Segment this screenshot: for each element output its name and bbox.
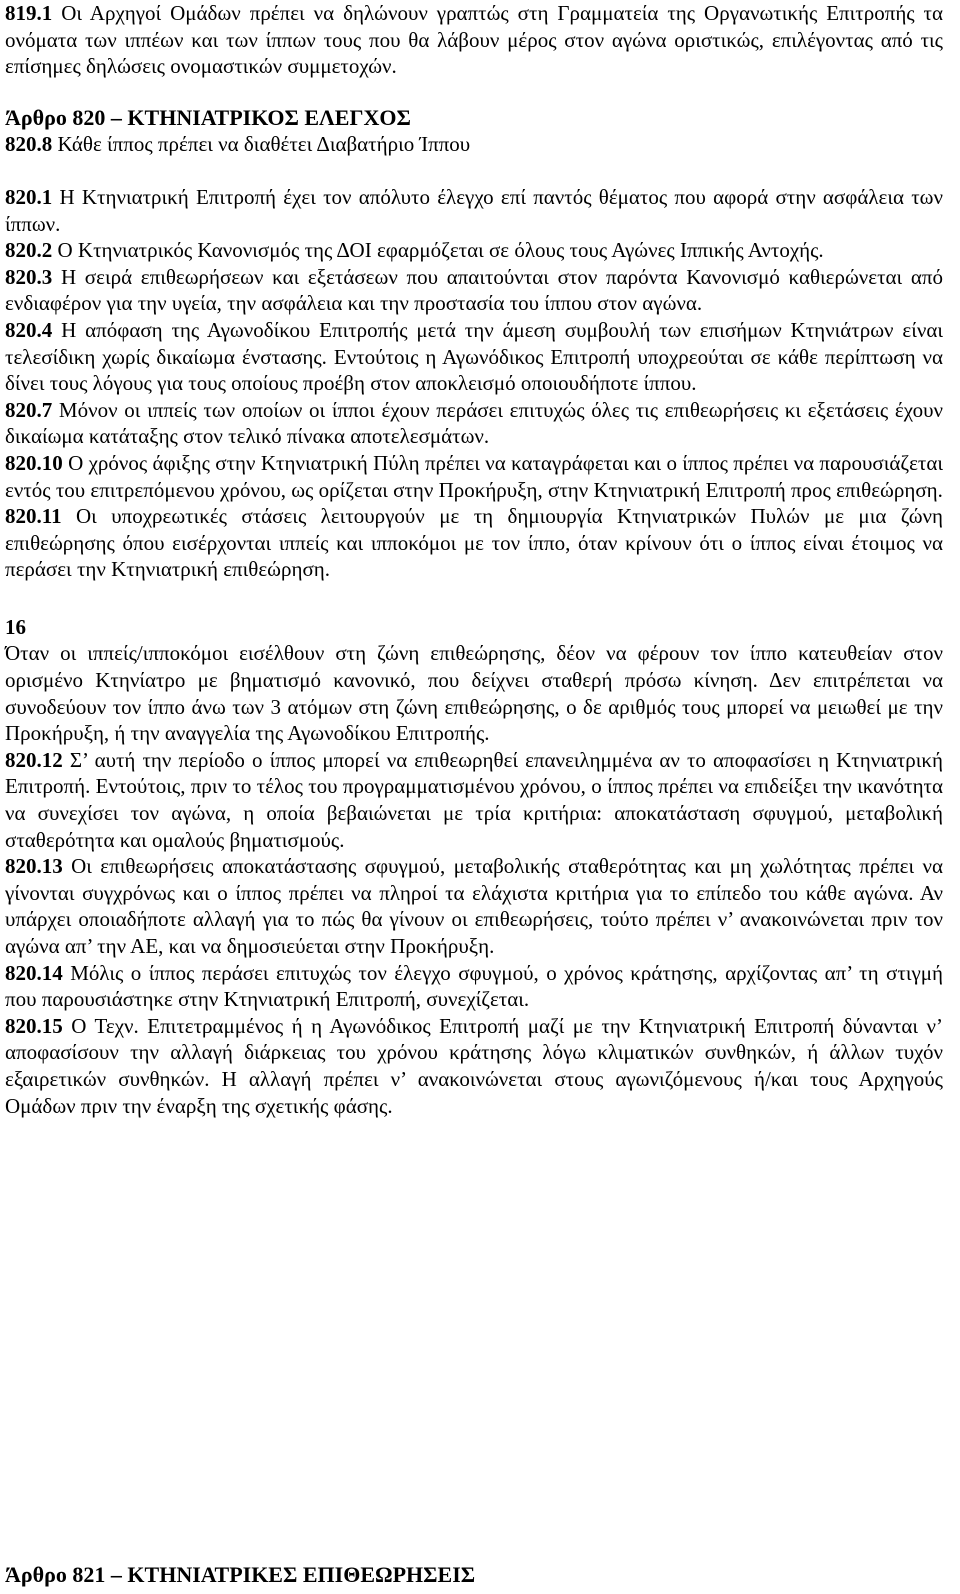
page-number: 16 (5, 614, 26, 639)
paragraph-text: Η Κτηνιατρική Επιτροπή έχει τον απόλυτο έλεγχο επί παντός θέματος που αφορά στην ασφάλεια των ίππων. (5, 184, 943, 236)
paragraph-number: 820.4 (5, 317, 53, 342)
paragraph-number: 820.15 (5, 1013, 63, 1038)
article-820-heading: Άρθρο 820 – ΚΤΗΝΙΑΤΡΙΚΟΣ ΕΛΕΓΧΟΣ (5, 104, 411, 130)
document-page (5, 0, 943, 1594)
paragraph-number: 820.8 (5, 132, 53, 157)
paragraph-number: 820.12 (5, 747, 63, 772)
paragraph-number: 820.14 (5, 960, 63, 985)
paragraph-819-1 (5, 0, 943, 80)
paragraph-number: 819.1 (5, 1, 53, 25)
paragraph-number: 820.11 (5, 504, 62, 529)
paragraph-820-1 (5, 184, 943, 237)
paragraph-number: 820.1 (5, 184, 53, 209)
paragraph-number: 820.13 (5, 854, 63, 879)
paragraph-820-2 (5, 237, 943, 264)
paragraph-820-3 (5, 264, 943, 317)
paragraph-820-4 (5, 317, 943, 397)
paragraph-text: Κάθε ίππος πρέπει να διαθέτει Διαβατήριο Ίππου (52, 132, 471, 157)
paragraph-text: Ο Τεχν. Επιτετραμμένος ή η Αγωνόδικος Επιτροπή μαζί με την Κτηνιατρική Επιτροπή δύνανται ν’ αποφασίσουν την αλλαγή διάρκειας του χρόνου κράτησης λόγω κλιματικών συνθηκών, ή άλλων τυχόν εξαιρετικών συνθηκών. Η αλλαγή πρέπει ν’ ανακοινώνεται στους αγωνιζόμενους ή/και τους Αρχηγούς Ομάδων πριν την έναρξη της σχετικής φάσης. (5, 1013, 943, 1118)
paragraph-820-15 (5, 1013, 943, 1119)
paragraph-text: Ο χρόνος άφιξης στην Κτηνιατρική Πύλη πρέπει να καταγράφεται και ο ίππος πρέπει να παρουσιάζεται εντός του επιτρεπόμενου χρόνου, ως ορίζεται στην Προκήρυξη, στην Κτηνιατρική Επιτροπή προς επιθεώρηση. (5, 450, 943, 502)
paragraph-820-13 (5, 853, 943, 959)
paragraph-text: Οι υποχρεωτικές στάσεις λειτουργούν με τη δημιουργία Κτηνιατρικών Πυλών με μια ζώνη επιθεώρησης όπου εισέρχονται ιππείς και ιπποκόμοι με τον ίππο, όταν κρίνουν ότι ο ίππος είναι έτοιμος να περάσει την Κτηνιατρική επιθεώρηση. (5, 504, 943, 582)
paragraph-number: 820.2 (5, 238, 53, 263)
paragraph-text: Η απόφαση της Αγωνοδίκου Επιτροπής μετά την άμεση συμβουλή των επισήμων Κτηνιάτρων είναι τελεσίδικη χωρίς δικαίωμα ένστασης. Εντούτοις η Αγωνόδικος Επιτροπή υποχρεούται σε κάθε περίπτωση να δίνει τους λόγους για τους οποίους προέβη στον αποκλεισμό οποιουδήποτε ίππου. (5, 317, 943, 396)
paragraph-text: Σ’ αυτή την περίοδο ο ίππος μπορεί να επιθεωρηθεί επανειλημμένα αν το αποφασίσει η Κτηνιατρική Επιτροπή. Εντούτοις, πριν το τέλος του προγραμματισμένου χρόνου, ο ίππος πρέπει να επιδείξει την ικανότητα να συνεχίσει τον αγώνα, η οποία βεβαιώνεται με τρία κριτήρια: αποκατάσταση σφυγμού, μεταβολική σταθερότητα και ομαλούς βηματισμούς. (5, 747, 943, 852)
paragraph-number: 820.10 (5, 450, 63, 475)
paragraph-text: Οι επιθεωρήσεις αποκατάστασης σφυγμού, μεταβολικής σταθερότητας και μη χωλότητας πρέπει να γίνονται συγχρόνως και ο ίππος πρέπει να πληροί τα ελάχιστα κριτήρια για το επίπεδο του κάθε αγώνα. Αν υπάρχει οποιαδήποτε αλλαγή για το πώς θα γίνουν οι επιθεωρήσεις, τούτο πρέπει ν’ ανακοινώνεται πριν τον αγώνα απ’ την ΑΕ, και να δημοσιεύεται στην Προκήρυξη. (5, 854, 943, 958)
paragraph-text: Μόνον οι ιππείς των οποίων οι ίπποι έχουν περάσει επιτυχώς όλες τις επιθεωρήσεις κι εξετάσεις έχουν δικαίωμα κατάταξης στον τελικό πίνακα αποτελεσμάτων. (5, 397, 943, 449)
paragraph-820-8 (5, 131, 943, 158)
paragraph-text: Μόλις ο ίππος περάσει επιτυχώς τον έλεγχο σφυγμού, ο χρόνος κράτησης, αρχίζοντας απ’ τη στιγμή που παρουσιάστηκε στην Κτηνιατρική Επιτροπή, συνεχίζεται. (5, 960, 943, 1012)
paragraph-820-11 (5, 503, 943, 583)
paragraph-number: 820.7 (5, 397, 53, 422)
paragraph-text: Όταν οι ιππείς/ιπποκόμοι εισέλθουν στη ζώνη επιθεώρησης, δέον να φέρουν τον ίππο κατευθείαν στον ορισμένο Κτηνίατρο με βηματισμό κανονικό, που δείχνει σταθερή πρόσω κίνηση. Δεν επιτρέπεται να συνοδεύουν τον ίππο άνω των 3 ατόμων στη ζώνη επιθεώρησης, ο δε αριθμός τους μπορεί να μειωθεί με την Προκήρυξη, ή την αναγγελία της Αγωνοδίκου Επιτροπής. (5, 641, 943, 746)
article-821-heading: Άρθρο 821 – ΚΤΗΝΙΑΤΡΙΚΕΣ ΕΠΙΘΕΩΡΗΣΕΙΣ (5, 1562, 476, 1587)
paragraph-text: Ο Κτηνιατρικός Κανονισμός της ΔΟΙ εφαρμόζεται σε όλους τους Αγώνες Ιππικής Αντοχής. (52, 238, 824, 263)
paragraph-820-10 (5, 450, 943, 503)
paragraph-text: Η σειρά επιθεωρήσεων και εξετάσεων που απαιτούνται στον παρόντα Κανονισμό καθιερώνεται από ενδιαφέρον για την υγεία, την ασφάλεια και την προστασία του ίππου στον αγώνα. (5, 264, 943, 316)
paragraph-820-12 (5, 747, 943, 853)
paragraph-820-7 (5, 397, 943, 450)
paragraph-number: 820.3 (5, 264, 53, 289)
paragraph-continuation (5, 640, 943, 746)
paragraph-text: Οι Αρχηγοί Ομάδων πρέπει να δηλώνουν γραπτώς στη Γραμματεία της Οργανωτικής Επιτροπής τα ονόματα των ιππέων και των ίππων τους που θα λάβουν μέρος στον αγώνα οριστικώς, επιλέγοντας από τις επίσημες δηλώσεις ονομαστικών συμμετοχών. (5, 1, 943, 79)
paragraph-820-14 (5, 960, 943, 1013)
